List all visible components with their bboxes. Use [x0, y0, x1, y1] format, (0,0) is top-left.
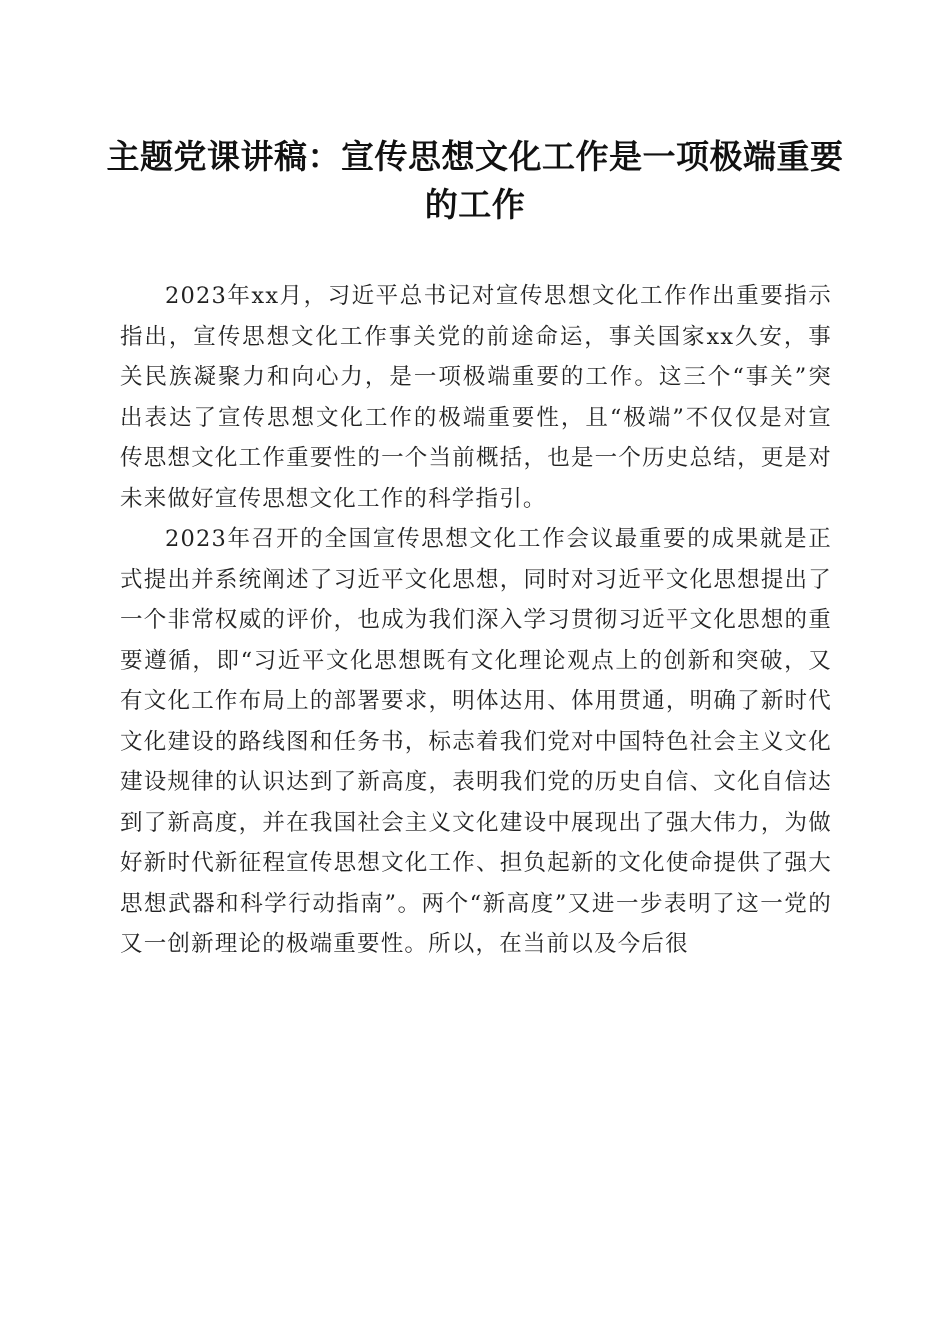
paragraph-1: 2023年xx月，习近平总书记对宣传思想文化工作作出重要指示指出，宣传思想文化工作事关党的前途命运，事关国家xx久安，事关民族凝聚力和向心力，是一项极端重要的工作。这三个“事关”突出表达了宣传思想文化工作的极端重要性，且“极端”不仅仅是对宣传思想文化工作重要性的一个当前概括，也是一个历史总结，更是对未来做好宣传思想文化工作的科学指引。: [120, 283, 832, 512]
document-title: 主题党课讲稿：宣传思想文化工作是一项极端重要的工作: [106, 137, 844, 224]
document-body: [120, 276, 832, 965]
paragraph-2: 2023年召开的全国宣传思想文化工作会议最重要的成果就是正式提出并系统阐述了习近平文化思想，同时对习近平文化思想提出了一个非常权威的评价，也成为我们深入学习贯彻习近平文化思想的重要遵循，即“习近平文化思想既有文化理论观点上的创新和突破，又有文化工作布局上的部署要求，明体达用、体用贯通，明确了新时代文化建设的路线图和任务书，标志着我们党对中国特色社会主义文化建设规律的认识达到了新高度，表明我们党的历史自信、文化自信达到了新高度，并在我国社会主义文化建设中展现出了强大伟力，为做好新时代新征程宣传思想文化工作、担负起新的文化使命提供了强大思想武器和科学行动指南”。两个“新高度”又进一步表明了这一党的又一创新理论的极端重要性。所以，在当前以及今后很: [120, 526, 832, 957]
